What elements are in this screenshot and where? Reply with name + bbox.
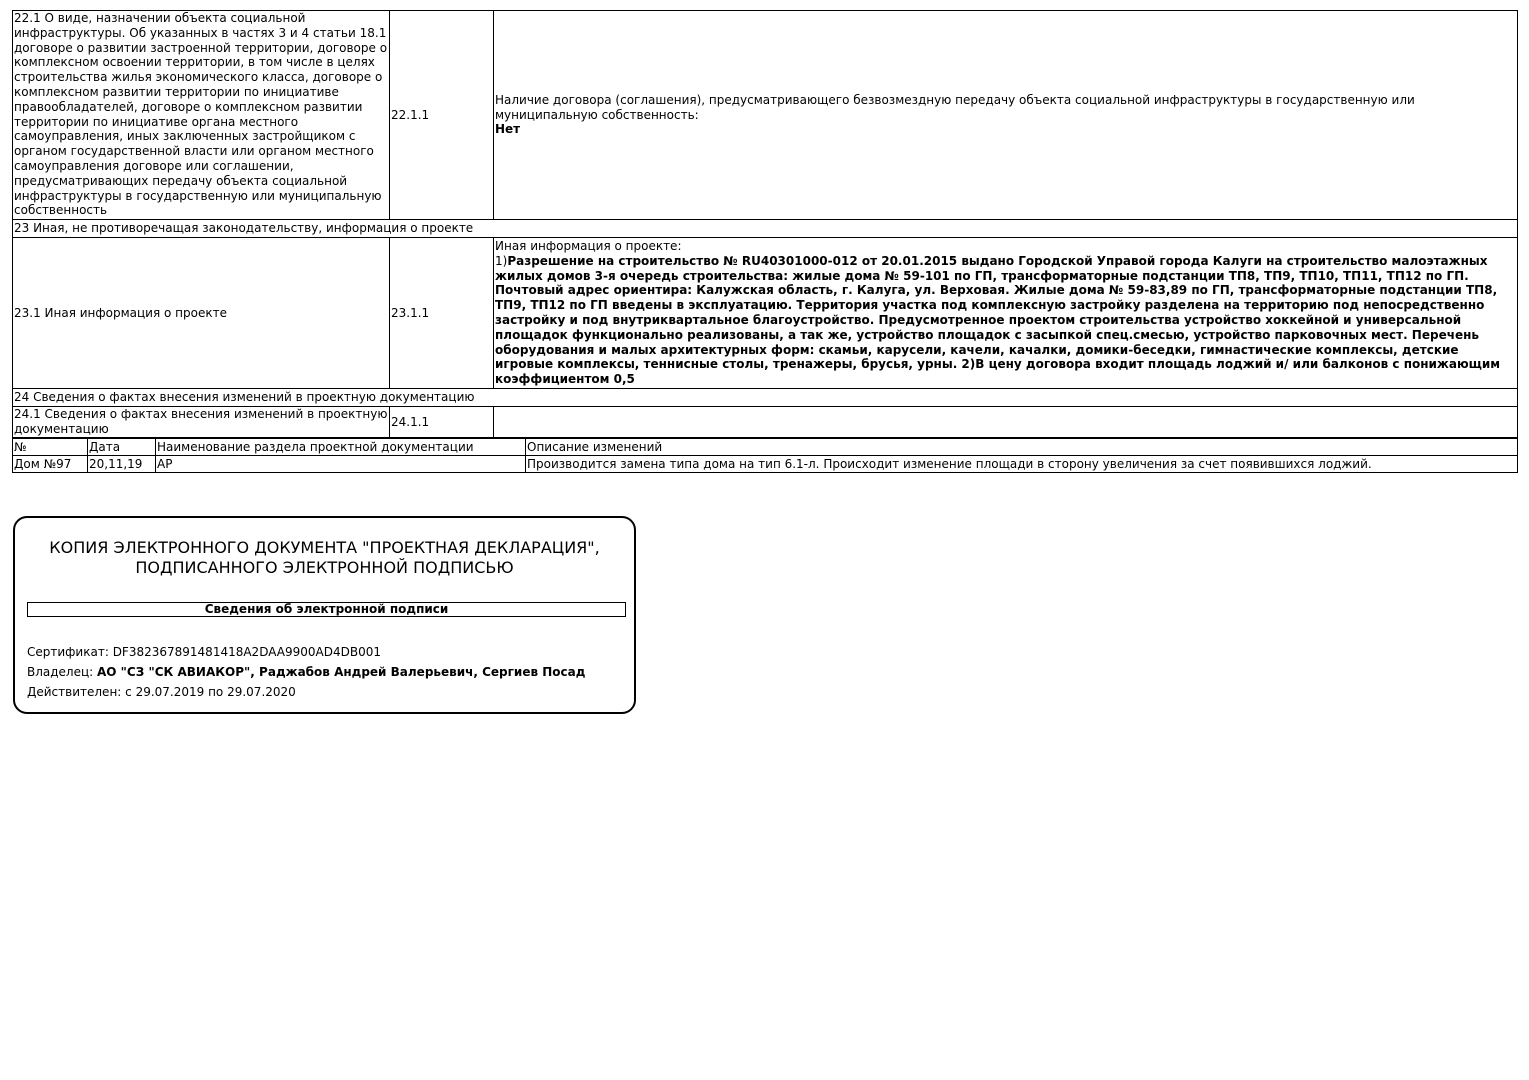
- section-24-row: [13, 389, 1518, 407]
- section-23-title: 23 Иная, не противоречащая законодательству, информация о проекте: [13, 220, 1518, 238]
- changes-cell-section: АР: [156, 456, 526, 473]
- changes-header-row: [13, 439, 1518, 456]
- row-24-1-value: [494, 407, 1518, 438]
- row-23-1-heading: Иная информация о проекте:: [495, 239, 682, 254]
- row-24-1: [13, 407, 1518, 438]
- changes-header-desc: Описание изменений: [526, 439, 1518, 456]
- row-23-1-label: 23.1 Иная информация о проекте: [13, 238, 390, 389]
- stamp-validity-value: с 29.07.2019 по 29.07.2020: [125, 685, 296, 699]
- changes-cell-date: 20,11,19: [88, 456, 156, 473]
- section-24-title: 24 Сведения о фактах внесения изменений в проектную документацию: [13, 389, 1518, 407]
- stamp-owner-value: АО "СЗ "СК АВИАКОР", Раджабов Андрей Валерьевич, Сергиев Посад: [97, 665, 586, 679]
- row-22-1-label: 22.1 О виде, назначении объекта социальной инфраструктуры. Об указанных в частях 3 и 4 статьи 18.1 договоре о развитии застроенной территории, договоре о комплексном освоении территории, в том числе в целях строительства жилья экономического класса, договоре о комплексном развитии территории по инициативе правообладателей, договоре о комплексном развитии территории по инициативе органа местного самоуправления, иных заключенных застройщиком с органом государственной власти или органом местного самоуправления договоре или соглашении, предусматривающих передачу объекта социальной инфраструктуры в государственную или муниципальную собственность: [13, 11, 390, 220]
- row-22-1: [13, 11, 1518, 220]
- row-24-1-code: 24.1.1: [390, 407, 494, 438]
- row-23-1-body: Разрешение на строительство № RU40301000-012 от 20.01.2015 выдано Городской Управой города Калуги на строительство малоэтажных жилых домов 3-я очередь строительства: жилые дома № 59-101 по ГП, трансформаторные подстанции ТП8, ТП9, ТП10, ТП11, ТП12 по ГП. Почтовый адрес ориентира: Калужская область, г. Калуга, ул. Верховая. Жилые дома № 59-83,89 по ГП, трансформаторные подстанции ТП8, ТП9, ТП12 по ГП введены в эксплуатацию. Территория участка под комплексную застройку разделена на территорию под непосредственно застройку и под внутриквартальное благоустройство. Предусмотренное проектом строительства устройство хоккейной и универсальной площадок функционально реализованы, а так же, устройство площадок с засыпкой спец.смесью, устройство парковочных мест. Перечень оборудования и малых архитектурных форм: скамьи, карусели, качели, качалки, домики-беседки, гимнастические комплексы, детские игровые комплексы, теннисные столы, тренажеры, брусья, урны. 2)В цену договора входит площадь лоджий и/ или балконов с понижающим коэффициентом 0,5: [495, 253, 1501, 387]
- row-23-1-code: 23.1.1: [390, 238, 494, 389]
- stamp-title-line-2: ПОДПИСАННОГО ЭЛЕКТРОННОЙ ПОДПИСЬЮ: [135, 558, 514, 577]
- changes-header-section: Наименование раздела проектной документации: [156, 439, 526, 456]
- stamp-certificate-label: Сертификат:: [27, 645, 113, 659]
- stamp-certificate-value: DF382367891481418A2DAA9900AD4DB001: [112, 645, 381, 659]
- stamp-owner: [27, 664, 585, 680]
- stamp-validity-label: Действителен:: [27, 685, 126, 699]
- row-22-1-question: Наличие договора (соглашения), предусматривающего безвозмездную передачу объекта социальной инфраструктуры в государственную или муниципальную собственность:: [495, 92, 1415, 122]
- row-22-1-answer: Нет: [495, 122, 521, 137]
- row-23-1-value: [494, 238, 1518, 389]
- declaration-table: [12, 10, 1518, 438]
- stamp-signature-bar: Сведения об электронной подписи: [27, 602, 626, 617]
- stamp-certificate: [27, 644, 381, 660]
- changes-table: [12, 438, 1518, 473]
- row-23-1-prefix: 1): [495, 253, 508, 268]
- stamp-validity: [27, 684, 296, 700]
- stamp-title: [15, 538, 634, 578]
- row-23-1: [13, 238, 1518, 389]
- changes-header-date: Дата: [88, 439, 156, 456]
- section-23-row: [13, 220, 1518, 238]
- row-22-1-value: [494, 11, 1518, 220]
- stamp-owner-label: Владелец:: [27, 665, 98, 679]
- changes-header-num: №: [13, 439, 88, 456]
- changes-cell-num: Дом №97: [13, 456, 88, 473]
- stamp-title-line-1: КОПИЯ ЭЛЕКТРОННОГО ДОКУМЕНТА "ПРОЕКТНАЯ ДЕКЛАРАЦИЯ",: [49, 538, 600, 557]
- table-row: [13, 456, 1518, 473]
- changes-cell-desc: Производится замена типа дома на тип 6.1-л. Происходит изменение площади в сторону увеличения за счет появившихся лоджий.: [526, 456, 1518, 473]
- row-24-1-label: 24.1 Сведения о фактах внесения изменений в проектную документацию: [13, 407, 390, 438]
- signature-stamp: [13, 516, 636, 714]
- row-22-1-code: 22.1.1: [390, 11, 494, 220]
